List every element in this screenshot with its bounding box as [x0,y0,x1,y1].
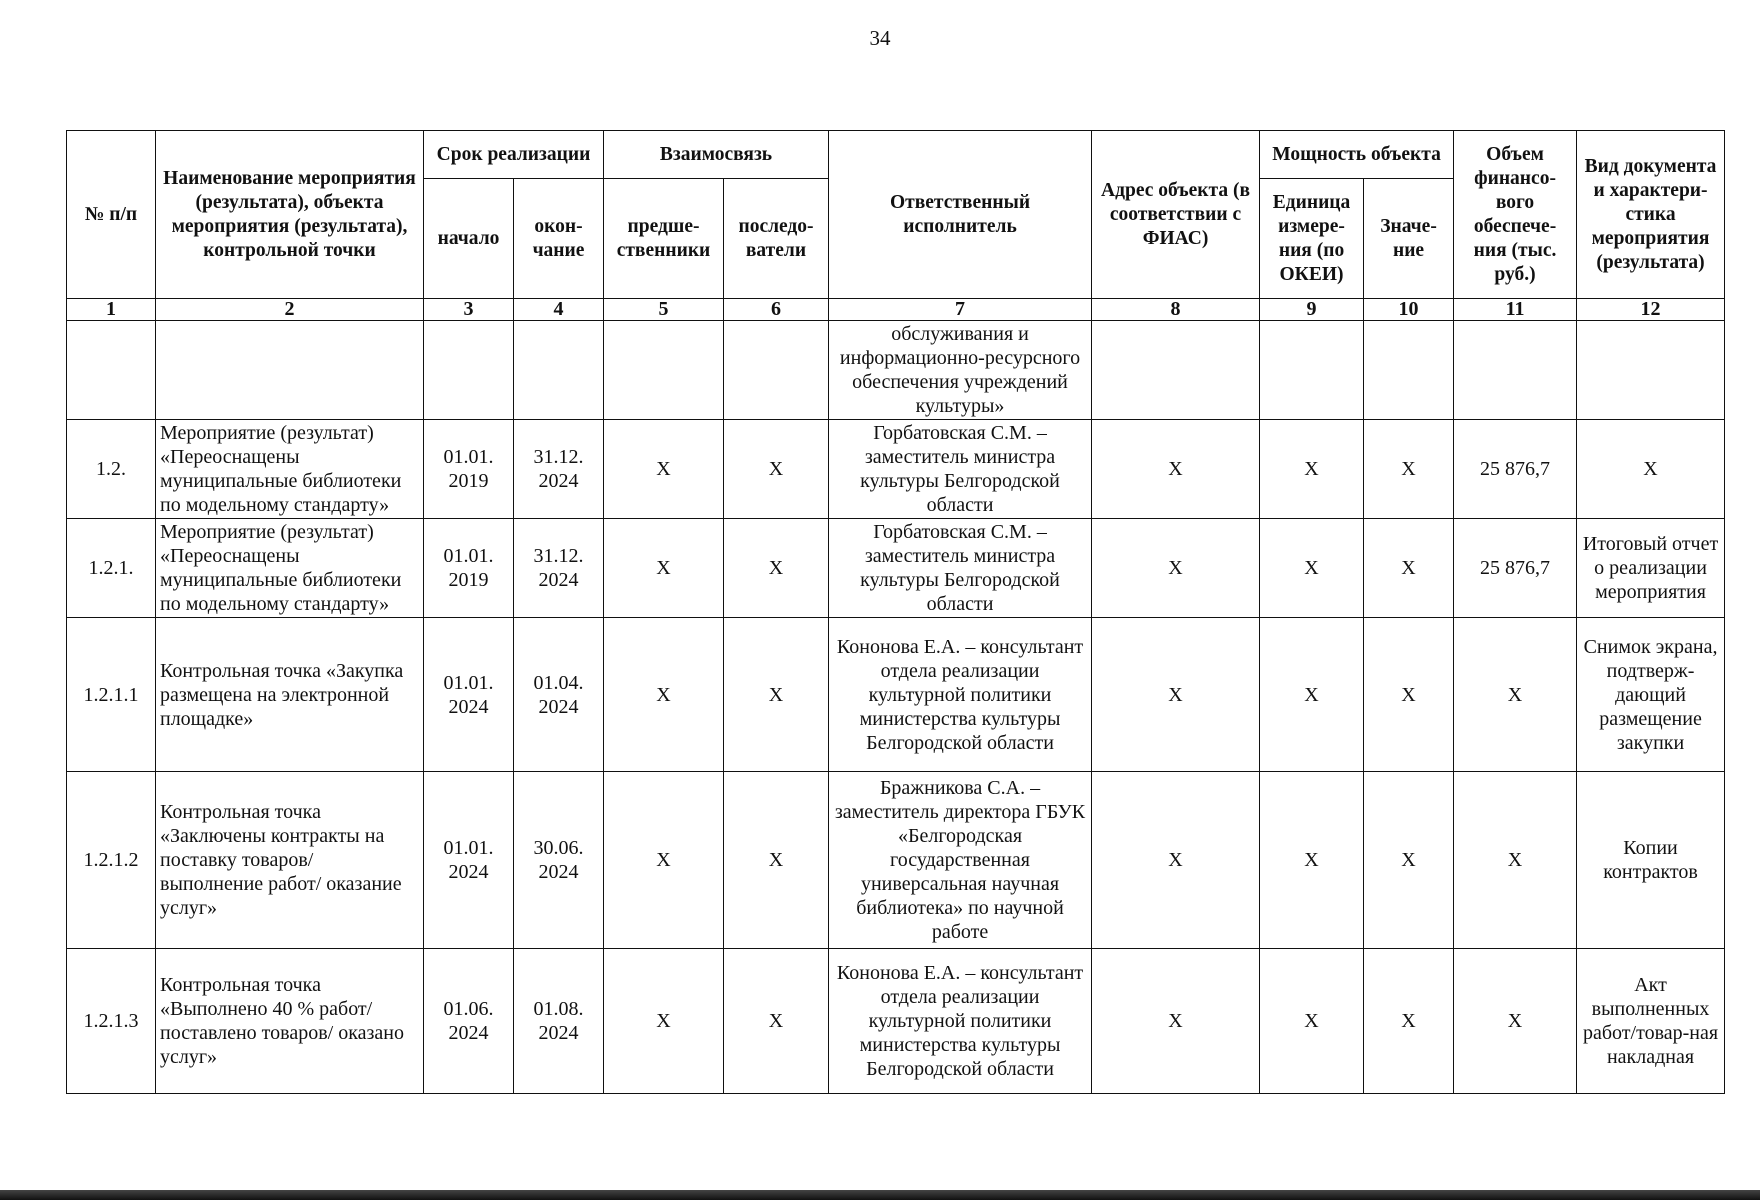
cell-prev: Х [604,519,724,618]
cell-next: Х [724,949,829,1094]
cell-value: Х [1364,420,1454,519]
header-period-end: окон-чание [514,179,604,299]
cell-finance [1454,321,1577,420]
cell-responsible: Горбатовская С.М. – заместитель министра культуры Белгородской области [829,420,1092,519]
column-number: 5 [604,299,724,321]
cell-address: Х [1092,420,1260,519]
cell-num: 1.2. [67,420,156,519]
cell-name: Контрольная точка «Закупка размещена на электронной площадке» [156,618,424,772]
header-doc: Вид документа и характери-стика мероприятия (результата) [1577,131,1725,299]
cell-next [724,321,829,420]
header-capacity-unit: Единица измере-ния (по ОКЕИ) [1260,179,1364,299]
header-link-prev: предше-ственники [604,179,724,299]
cell-start: 01.01. 2024 [424,618,514,772]
cell-prev: Х [604,772,724,949]
column-number: 12 [1577,299,1725,321]
cell-next: Х [724,519,829,618]
page-number: 34 [869,26,891,50]
cell-name: Мероприятие (результат) «Переоснащены муниципальные библиотеки по модельному стандарту» [156,420,424,519]
table-row [67,519,1725,618]
cell-doc: Х [1577,420,1725,519]
column-number: 11 [1454,299,1577,321]
table-row [67,949,1725,1094]
cell-address: Х [1092,772,1260,949]
cell-value: Х [1364,519,1454,618]
cell-prev: Х [604,949,724,1094]
cell-start: 01.01. 2024 [424,772,514,949]
cell-num: 1.2.1.1 [67,618,156,772]
cell-end: 30.06. 2024 [514,772,604,949]
cell-name [156,321,424,420]
cell-unit [1260,321,1364,420]
column-numbers-row [67,299,1725,321]
cell-value: Х [1364,618,1454,772]
cell-finance: Х [1454,618,1577,772]
header-responsible: Ответственный исполнитель [829,131,1092,299]
table-row [67,618,1725,772]
table-row [67,321,1725,420]
column-number: 8 [1092,299,1260,321]
cell-responsible: Кононова Е.А. – консультант отдела реализации культурной политики министерства культуры Белгородской области [829,949,1092,1094]
cell-doc: Снимок экрана, подтверж-дающий размещение закупки [1577,618,1725,772]
header-name: Наименование мероприятия (результата), объекта мероприятия (результата), контрольной точки [156,131,424,299]
cell-responsible: Горбатовская С.М. – заместитель министра культуры Белгородской области [829,519,1092,618]
cell-end: 01.08. 2024 [514,949,604,1094]
cell-num [67,321,156,420]
header-period: Срок реализации [424,131,604,179]
cell-doc: Акт выполненных работ/товар-ная накладная [1577,949,1725,1094]
header-address: Адрес объекта (в соответствии с ФИАС) [1092,131,1260,299]
table-row [67,420,1725,519]
cell-unit: Х [1260,420,1364,519]
cell-start: 01.06. 2024 [424,949,514,1094]
cell-value: Х [1364,949,1454,1094]
column-number: 1 [67,299,156,321]
cell-end: 31.12. 2024 [514,519,604,618]
column-number: 9 [1260,299,1364,321]
cell-prev [604,321,724,420]
cell-finance: 25 876,7 [1454,519,1577,618]
cell-name: Контрольная точка «Выполнено 40 % работ/ поставлено товаров/ оказано услуг» [156,949,424,1094]
cell-start: 01.01. 2019 [424,420,514,519]
events-table [66,130,1725,1094]
cell-num: 1.2.1. [67,519,156,618]
cell-start [424,321,514,420]
cell-end: 01.04. 2024 [514,618,604,772]
cell-end [514,321,604,420]
cell-num: 1.2.1.3 [67,949,156,1094]
header-finance: Объем финансо-вого обеспече-ния (тыс. руб.) [1454,131,1577,299]
cell-prev: Х [604,420,724,519]
cell-value [1364,321,1454,420]
cell-responsible: Бражникова С.А. – заместитель директора ГБУК «Белгородская государственная универсальная научная библиотека» по научной работе [829,772,1092,949]
header-link-next: последо-ватели [724,179,829,299]
cell-end: 31.12. 2024 [514,420,604,519]
cell-unit: Х [1260,772,1364,949]
cell-unit: Х [1260,618,1364,772]
cell-value: Х [1364,772,1454,949]
cell-next: Х [724,772,829,949]
scan-edge [0,1190,1760,1200]
column-number: 6 [724,299,829,321]
cell-start: 01.01. 2019 [424,519,514,618]
column-number: 7 [829,299,1092,321]
cell-doc [1577,321,1725,420]
cell-num: 1.2.1.2 [67,772,156,949]
cell-address: Х [1092,618,1260,772]
cell-responsible: Кононова Е.А. – консультант отдела реализации культурной политики министерства культуры Белгородской области [829,618,1092,772]
cell-doc: Итоговый отчет о реализации мероприятия [1577,519,1725,618]
header-num: № п/п [67,131,156,299]
cell-name: Мероприятие (результат) «Переоснащены муниципальные библиотеки по модельному стандарту» [156,519,424,618]
cell-responsible: обслуживания и информационно-ресурсного обеспечения учреждений культуры» [829,321,1092,420]
header-link: Взаимосвязь [604,131,829,179]
header-row-1 [67,131,1725,179]
cell-prev: Х [604,618,724,772]
header-capacity: Мощность объекта [1260,131,1454,179]
cell-address [1092,321,1260,420]
cell-address: Х [1092,519,1260,618]
column-number: 4 [514,299,604,321]
cell-unit: Х [1260,949,1364,1094]
cell-finance: Х [1454,949,1577,1094]
cell-next: Х [724,618,829,772]
cell-address: Х [1092,949,1260,1094]
cell-doc: Копии контрактов [1577,772,1725,949]
column-number: 3 [424,299,514,321]
header-period-start: начало [424,179,514,299]
cell-next: Х [724,420,829,519]
column-number: 2 [156,299,424,321]
header-capacity-value: Значе-ние [1364,179,1454,299]
cell-unit: Х [1260,519,1364,618]
column-number: 10 [1364,299,1454,321]
cell-name: Контрольная точка «Заключены контракты на поставку товаров/ выполнение работ/ оказание услуг» [156,772,424,949]
table-row [67,772,1725,949]
cell-finance: Х [1454,772,1577,949]
cell-finance: 25 876,7 [1454,420,1577,519]
